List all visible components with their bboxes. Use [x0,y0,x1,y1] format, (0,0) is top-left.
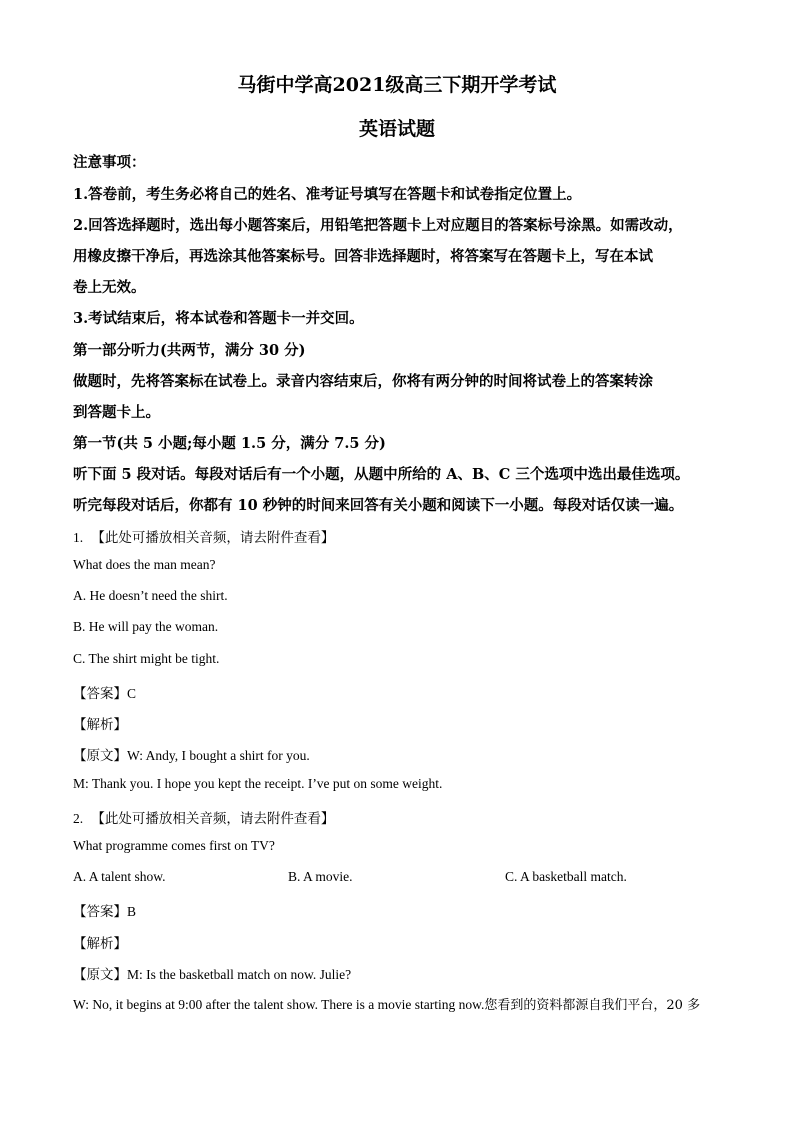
q1-original-label: 【原文】 [73,748,127,764]
q1-analysis-label: 【解析】 [73,717,127,733]
q2-option-c: C. A basketball match. [505,869,627,884]
part1-desc-line-2: 到答题卡上。 [73,404,160,421]
q1-option-b: B. He will pay the woman. [73,619,219,634]
exam-subtitle: 英语试题 [358,118,435,140]
notice-item-2-line-2: 用橡皮擦干净后，再选涂其他答案标号。回答非选择题时，将答案写在答题卡上，写在本试 [73,248,653,265]
part1-heading: 第一部分听力(共两节，满分 30 分) [73,342,306,359]
q1-option-c: C. The shirt might be tight. [73,651,220,666]
q2-audio-note[interactable]: 【此处可播放相关音频，请去附件查看】 [91,811,335,827]
section1-heading: 第一节(共 5 小题;每小题 1.5 分，满分 7.5 分) [73,435,386,452]
q1-option-a: A. He doesn’t need the shirt. [73,588,228,603]
q2-original-label: 【原文】 [73,967,127,983]
q2-answer-value: B [127,904,137,919]
q1-original-text-1: W: Andy, I bought a shirt for you. [127,748,310,763]
notice-item-3: 3.考试结束后，将本试卷和答题卡一并交回。 [73,310,364,327]
exam-title: 马街中学高2021级高三下期开学考试 [237,74,557,96]
section1-desc-line-2: 听完每段对话后，你都有 10 秒钟的时间来回答有关小题和阅读下一小题。每段对话仅读一遍。 [73,497,684,514]
q1-answer [73,682,136,702]
notice-heading: 注意事项： [73,154,146,171]
q1-answer-label: 【答案】 [73,686,127,702]
q1-number: 1. [73,530,84,545]
q1-original-line-2: M: Thank you. I hope you kept the receipt. I’ve put on some weight. [73,776,443,791]
section1-desc-line-1: 听下面 5 段对话。每段对话后有一个小题，从题中所给的 A、B、C 三个选项中选出最佳选项。 [73,466,690,483]
q2-option-b: B. A movie. [288,869,353,884]
q2-original-line-1 [73,963,351,983]
q1-answer-value: C [127,686,137,701]
q2-original-text-2-cn: 您看到的资料都源自我们平台，20 多 [484,998,701,1013]
part1-desc-line-1: 做题时，先将答案标在试卷上。录音内容结束后，你将有两分钟的时间将试卷上的答案转涂 [73,373,653,390]
notice-item-2-line-1: 2.回答选择题时，选出每小题答案后，用铅笔把答题卡上对应题目的答案标号涂黑。如需改动， [73,217,683,234]
q2-header [73,807,334,827]
q2-analysis-label: 【解析】 [73,936,127,952]
q2-question: What programme comes first on TV? [73,838,275,853]
q2-original-text-1: M: Is the basketball match on now. Julie? [127,967,352,982]
q2-original-line-2 [73,994,700,1013]
q1-question: What does the man mean? [73,557,216,572]
notice-item-2-line-3: 卷上无效。 [73,279,146,296]
q2-answer [73,900,136,920]
q1-header [73,526,334,546]
q2-original-text-2: W: No, it begins at 9:00 after the talent show. There is a movie starting now. [73,997,485,1012]
q2-answer-label: 【答案】 [73,904,127,920]
q1-audio-note[interactable]: 【此处可播放相关音频，请去附件查看】 [91,530,335,546]
q2-number: 2. [73,811,84,826]
q1-original-line-1 [73,744,310,764]
notice-item-1: 1.答卷前，考生务必将自己的姓名、准考证号填写在答题卡和试卷指定位置上。 [73,186,582,203]
q2-option-a: A. A talent show. [73,869,166,884]
